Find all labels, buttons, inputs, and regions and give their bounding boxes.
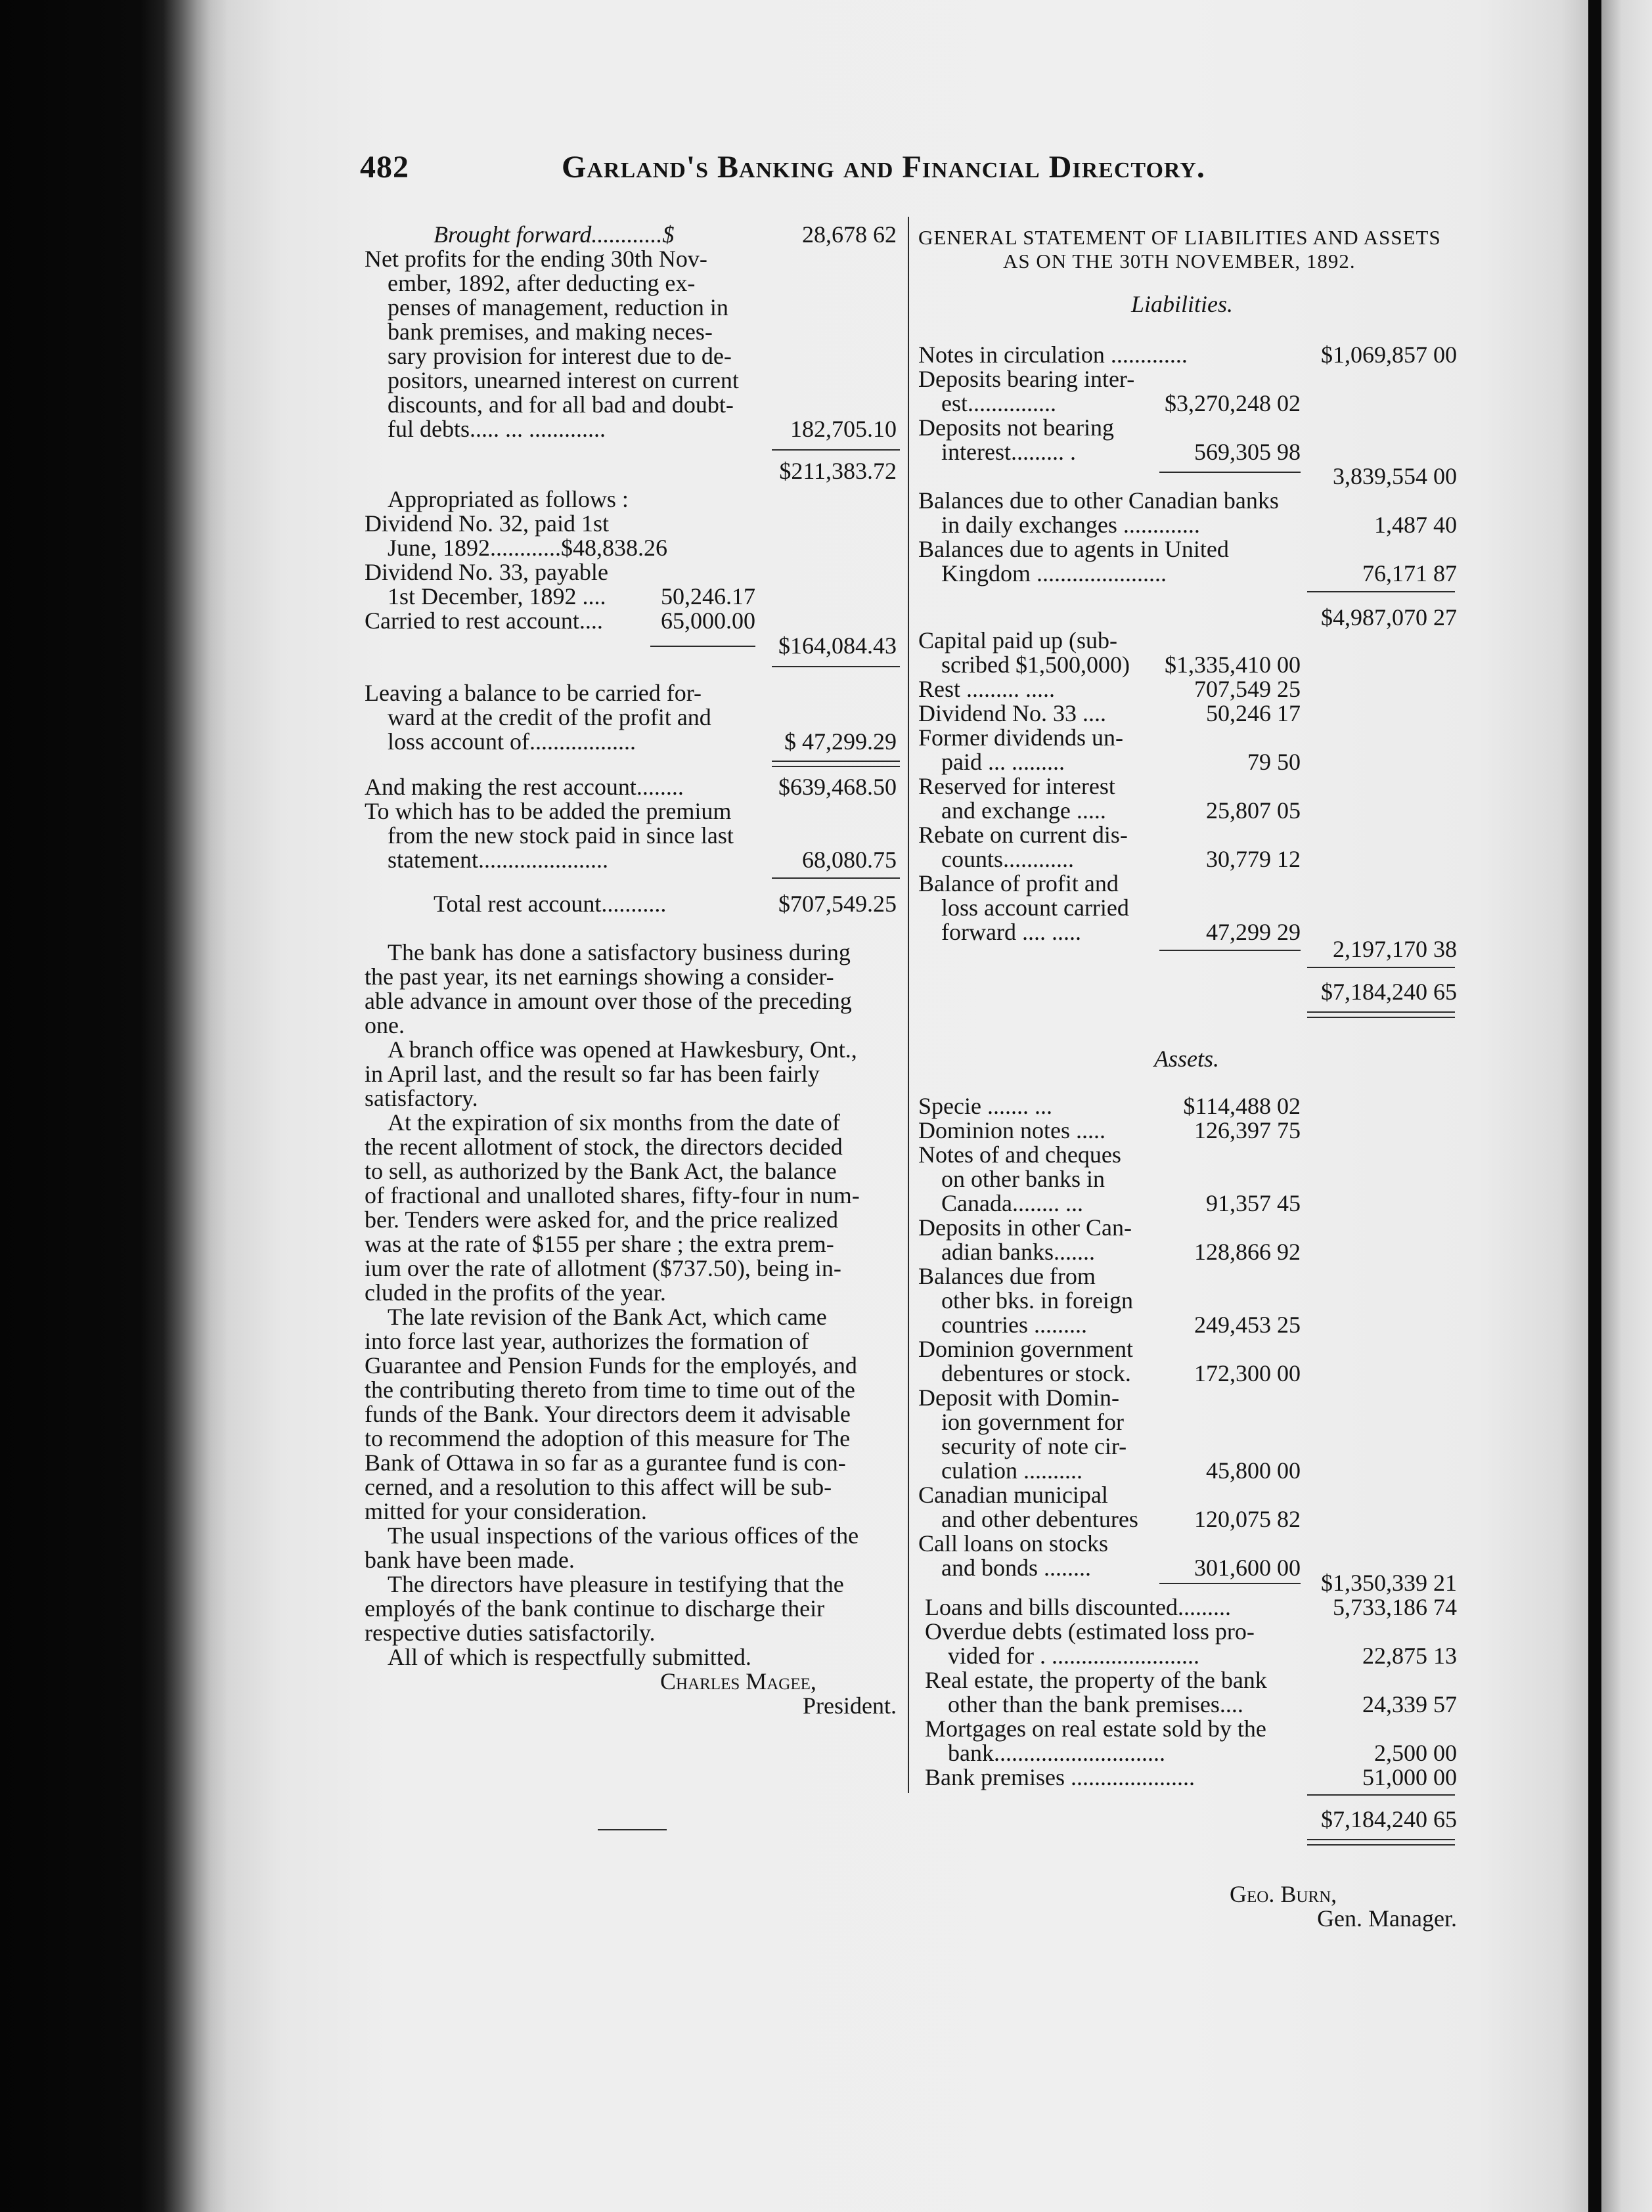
balances-uk-line: Kingdom ...................... [941,560,1167,586]
balances-foreign-line: Balances due from [918,1263,1096,1289]
notes-cheques-line: Notes of and cheques [918,1141,1121,1168]
next-page-edge [1601,0,1652,2212]
rule [1159,950,1301,951]
balances-uk-amount: 76,171 87 [1362,560,1457,586]
report-text-line: the recent allotment of stock, the directors decided [365,1134,843,1160]
report-text-line: of fractional and unalloted shares, fifty-four in num- [365,1182,860,1208]
mortgages-amount: 2,500 00 [1374,1740,1457,1766]
assets-total: $7,184,240 65 [1321,1806,1457,1832]
overdue-amount: 22,875 13 [1362,1643,1457,1669]
balances-foreign-amount: 249,453 25 [1194,1312,1301,1338]
balances-foreign-line: other bks. in foreign [941,1287,1133,1314]
leaving-line: loss account of.................. [388,728,636,755]
deposits-interest-amount: $3,270,248 02 [1165,390,1301,416]
report-text-line: able advance in amount over those of the preceding [365,988,852,1014]
rule [772,766,900,767]
report-text-line: Guarantee and Pension Funds for the employés, and [365,1352,857,1379]
deposits-other-amount: 128,866 92 [1194,1239,1301,1265]
report-text-line: The bank has done a satisfactory business during [388,939,851,965]
specie-label: Specie ....... ... [918,1093,1052,1119]
rule [772,449,900,451]
former-dividends-line: Former dividends un- [918,724,1123,751]
statement-title: AS ON THE 30TH NOVEMBER, 1892. [1003,250,1356,273]
net-profits-line: positors, unearned interest on current [388,367,739,393]
report-text-line: The directors have pleasure in testifying that the [388,1571,844,1597]
report-text-line: ium over the rate of allotment ($737.50), being in- [365,1255,841,1281]
notes-circulation-amount: $1,069,857 00 [1321,342,1457,368]
capital-total: 2,197,170 38 [1333,936,1457,962]
overdue-line: Overdue debts (estimated loss pro- [925,1618,1255,1645]
net-profits-amount: 182,705.10 [790,416,897,442]
profit-loss-line: Balance of profit and [918,870,1119,896]
section-end-rule [598,1829,667,1830]
notes-circulation-label: Notes in circulation ............. [918,342,1188,368]
dividend-33-label: Dividend No. 33 .... [918,700,1106,726]
carried-rest-amount: 65,000.00 [661,608,755,634]
reserved-line: and exchange ..... [941,797,1106,824]
report-text-line: mitted for your consideration. [365,1498,647,1524]
liabilities-heading: Liabilities. [1131,291,1234,317]
rule [1307,1017,1455,1018]
rule [650,646,755,647]
rule [1307,1844,1455,1846]
manager-name: Geo. Burn, [1230,1881,1337,1907]
premium-line: To which has to be added the premium [365,798,732,824]
rule [772,877,900,879]
profit-loss-line: loss account carried [941,895,1129,921]
canadian-municipal-line: and other debentures [941,1506,1138,1532]
report-text-line: to sell, as authorized by the Bank Act, the balance [365,1158,837,1184]
rule [1307,1794,1455,1796]
report-text-line: At the expiration of six months from the date of [388,1109,840,1136]
rest-amount: 707,549 25 [1194,676,1301,702]
balances-uk-line: Balances due to agents in United [918,536,1229,562]
former-dividends-amount: 79 50 [1247,749,1301,775]
reserved-line: Reserved for interest [918,773,1115,799]
report-text-line: ber. Tenders were asked for, and the price realized [365,1206,839,1233]
bank-premises-label: Bank premises ..................... [925,1764,1195,1790]
notes-cheques-line: Canada........ ... [941,1190,1083,1216]
dividend-33-amount: 50,246 17 [1206,700,1301,726]
dividend-33-line: 1st December, 1892 .... [388,583,606,609]
rest-making-amount: $639,468.50 [778,774,897,800]
leaving-line: Leaving a balance to be carried for- [365,680,702,706]
total-rest-label: Total rest account........... [434,891,667,917]
rule [772,761,900,762]
leaving-line: ward at the credit of the profit and [388,704,711,730]
brought-forward-amount: 28,678 62 [802,221,897,248]
dominion-gov-amount: 172,300 00 [1194,1360,1301,1386]
rule [1307,967,1455,968]
mortgages-line: bank............................. [948,1740,1165,1766]
report-text-line: respective duties satisfactorily. [365,1620,656,1646]
net-profits-line: penses of management, reduction in [388,294,728,321]
assets-subtotal: $1,350,339 21 [1321,1570,1457,1596]
statement-title: GENERAL STATEMENT OF LIABILITIES AND ASSETS [918,226,1441,249]
bank-premises-amount: 51,000 00 [1362,1764,1457,1790]
report-text-line: was at the rate of $155 per share ; the extra prem- [365,1231,834,1257]
rule [1159,1583,1301,1584]
rule [1307,1011,1455,1013]
rebate-line: Rebate on current dis- [918,822,1128,848]
liabilities-total: $7,184,240 65 [1321,979,1457,1005]
dominion-notes-amount: 126,397 75 [1194,1117,1301,1143]
report-text-line: A branch office was opened at Hawkesbury, Ont., [388,1036,857,1063]
report-text-line: the contributing thereto from time to time out of the [365,1377,855,1403]
rest-label: Rest ......... ..... [918,676,1056,702]
report-text-line: cluded in the profits of the year. [365,1279,666,1306]
dividend-32-line: June, 1892............$48,838.26 [388,535,667,561]
report-text-line: All of which is respectfully submitted. [388,1644,751,1670]
carried-rest-label: Carried to rest account.... [365,608,603,634]
call-loans-amount: 301,600 00 [1194,1555,1301,1581]
deposits-interest-line: est............... [941,390,1056,416]
dominion-gov-line: debentures or stock. [941,1360,1131,1386]
dividend-33-line: Dividend No. 33, payable [365,559,608,585]
rule [1307,591,1455,592]
appropriated-total: $164,084.43 [778,632,897,659]
assets-heading: Assets. [1154,1046,1219,1072]
total-rest-amount: $707,549.25 [778,891,897,917]
report-text-line: the past year, its net earnings showing a consider- [365,963,834,990]
canadian-municipal-amount: 120,075 82 [1194,1506,1301,1532]
profit-loss-line: forward .... ..... [941,919,1081,945]
real-estate-line: Real estate, the property of the bank [925,1667,1267,1693]
dividend-33-amount: 50,246.17 [661,583,755,609]
manager-title: Gen. Manager. [1317,1905,1457,1932]
call-loans-line: Call loans on stocks [918,1530,1108,1557]
report-text-line: employés of the bank continue to discharge their [365,1595,825,1622]
president-name: Charles Magee, [660,1668,816,1694]
running-title: Garland's Banking and Financial Directory. [562,150,1205,185]
net-profits-line: discounts, and for all bad and doubt- [388,391,734,418]
deposits-not-line: Deposits not bearing [918,414,1114,441]
deposit-dominion-line: ion government for [941,1409,1124,1435]
deposit-dominion-amount: 45,800 00 [1206,1457,1301,1484]
rule [1159,472,1301,473]
dividend-32-line: Dividend No. 32, paid 1st [365,510,609,537]
balances-canadian-line: in daily exchanges ............. [941,512,1200,538]
rest-making-label: And making the rest account........ [365,774,684,800]
capital-line: Capital paid up (sub- [918,627,1117,653]
capital-line: scribed $1,500,000) [941,652,1130,678]
former-dividends-line: paid ... ......... [941,749,1065,775]
report-text-line: bank have been made. [365,1547,575,1573]
premium-line: from the new stock paid in since last [388,822,734,849]
net-profits-line: sary provision for interest due to de- [388,343,732,369]
deposits-total: 3,839,554 00 [1333,463,1457,489]
report-text-line: The usual inspections of the various offices of the [388,1522,859,1549]
page-gutter [1588,0,1601,2212]
loans-bills-amount: 5,733,186 74 [1333,1594,1457,1620]
deposits-not-line: interest......... . [941,439,1076,465]
net-profits-line: ember, 1892, after deducting ex- [388,270,696,296]
brought-forward-label: Brought forward............$ [434,221,675,248]
overdue-line: vided for . ......................... [948,1643,1199,1669]
loans-bills-label: Loans and bills discounted......... [925,1594,1231,1620]
balances-canadian-line: Balances due to other Canadian banks [918,487,1279,514]
deposits-other-line: Deposits in other Can- [918,1214,1132,1241]
dominion-notes-label: Dominion notes ..... [918,1117,1105,1143]
report-text-line: one. [365,1012,405,1038]
net-profits-line: Net profits for the ending 30th Nov- [365,246,707,272]
rule [772,666,900,667]
rebate-amount: 30,779 12 [1206,846,1301,872]
capital-amount: $1,335,410 00 [1165,652,1301,678]
book-binding-shadow [0,0,227,2212]
rebate-line: counts............ [941,846,1074,872]
president-title: President. [803,1692,897,1719]
appropriated-heading: Appropriated as follows : [388,486,629,512]
canadian-municipal-line: Canadian municipal [918,1482,1108,1508]
balances-foreign-line: countries ......... [941,1312,1087,1338]
deposit-dominion-line: security of note cir- [941,1433,1127,1459]
deposits-interest-line: Deposits bearing inter- [918,366,1135,392]
balances-canadian-amount: 1,487 40 [1374,512,1457,538]
liabilities-subtotal: $4,987,070 27 [1321,604,1457,630]
report-text-line: in April last, and the result so far has been fairly [365,1061,820,1087]
real-estate-amount: 24,339 57 [1362,1691,1457,1717]
net-profits-line: bank premises, and making neces- [388,319,713,345]
notes-cheques-line: on other banks in [941,1166,1105,1192]
call-loans-line: and bonds ........ [941,1555,1091,1581]
deposits-other-line: adian banks....... [941,1239,1095,1265]
report-text-line: into force last year, authorizes the formation of [365,1328,809,1354]
report-text-line: satisfactory. [365,1085,478,1111]
deposit-dominion-line: Deposit with Domin- [918,1384,1119,1411]
mortgages-line: Mortgages on real estate sold by the [925,1715,1266,1742]
report-text-line: funds of the Bank. Your directors deem it advisable [365,1401,851,1427]
column-divider [908,217,909,1793]
report-text-line: to recommend the adoption of this measure for The [365,1425,851,1451]
dominion-gov-line: Dominion government [918,1336,1133,1362]
report-text-line: The late revision of the Bank Act, which came [388,1304,827,1330]
deposit-dominion-line: culation .......... [941,1457,1083,1484]
report-text-line: Bank of Ottawa in so far as a gurantee fund is con- [365,1449,846,1476]
deposits-not-amount: 569,305 98 [1194,439,1301,465]
specie-amount: $114,488 02 [1183,1093,1301,1119]
leaving-amount: $ 47,299.29 [784,728,897,755]
reserved-amount: 25,807 05 [1206,797,1301,824]
notes-cheques-amount: 91,357 45 [1206,1190,1301,1216]
premium-amount: 68,080.75 [802,847,897,873]
net-profits-line: ful debts..... ... ............. [388,416,606,442]
premium-line: statement...................... [388,847,608,873]
subtotal-amount: $211,383.72 [779,458,897,484]
real-estate-line: other than the bank premises.... [948,1691,1243,1717]
rule [1307,1839,1455,1840]
page-number: 482 [360,150,409,185]
report-text-line: cerned, and a resolution to this affect will be sub- [365,1474,832,1500]
profit-loss-amount: 47,299 29 [1206,919,1301,945]
